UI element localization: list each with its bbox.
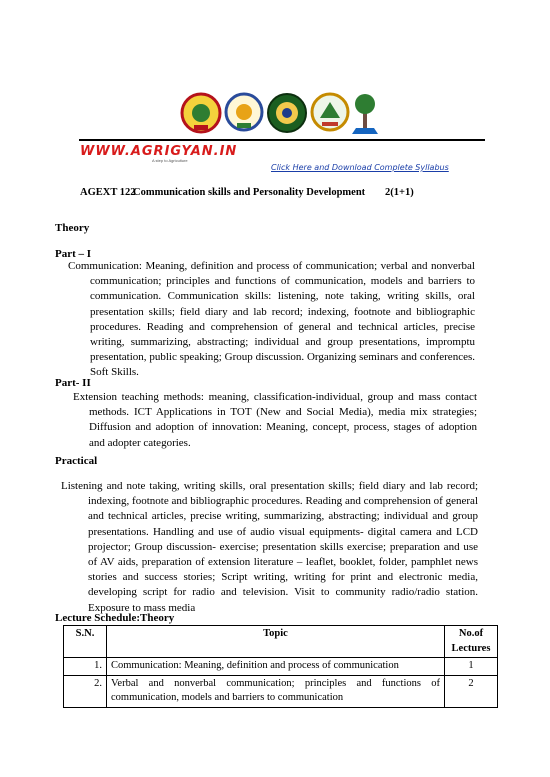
col-lectures-header: No.of Lectures [445, 626, 498, 658]
college-emblem-icon [310, 92, 350, 132]
part1-text: Communication: Meaning, definition and process of communication; verbal and nonverbal communication; principles and functions of communication, models and barriers to communication. Communication skills: listening, note taking, writing skills, oral presentation skills; field diary and lab record; indexing, footnote and bibliographic procedures. Reading and comprehension of general and technical articles, precise writing, summarizing, abstracting; individual and group presentations, impromptu presentation, public speaking; Group discussion. Organizing seminars and conferences. Soft Skills. [68, 260, 475, 379]
table-header-row [64, 626, 498, 658]
row-sn: 1. [64, 658, 107, 676]
row-topic: Verbal and nonverbal communication; principles and functions of communication, models and barriers to communication [107, 675, 445, 707]
table-row [64, 675, 498, 707]
header-rule [79, 139, 485, 141]
lecture-schedule-table [63, 625, 498, 708]
part1-heading: Part – I [55, 248, 92, 260]
table-row [64, 658, 498, 676]
logo-strip [176, 92, 376, 142]
theory-heading: Theory [55, 222, 90, 234]
agriculture-seal-icon [266, 92, 308, 134]
tree-emblem-icon [352, 92, 378, 136]
part2-text: Extension teaching methods: meaning, classification-individual, group and mass contact methods. ICT Applications in TOT (New and Social Media), media mix strategies; Diffusion and adoption of innovation: Meaning, concept, process, stages of adoption and adopter categories. [73, 391, 477, 449]
part2-heading: Part- II [55, 377, 91, 389]
col-sn-header: S.N. [64, 626, 107, 658]
row-lectures: 1 [445, 658, 498, 676]
course-code: AGEXT 122 [80, 187, 136, 198]
university-emblem-icon [180, 92, 222, 134]
icar-emblem-icon [224, 92, 264, 132]
row-sn: 2. [64, 675, 107, 707]
practical-heading: Practical [55, 455, 98, 467]
practical-text: Listening and note taking, writing skills, oral presentation skills; field diary and lab record; indexing, footnote and bibliographic procedures. Reading and comprehension of general and technical articles, precise writing, summarizing, abstracting; individual and group presentations. Handling and use of audio visual equipments- digital camera and LCD projector; Group discussion- exercise; presentation skills exercise; preparation and use of AV aids, preparation of extension literature – leaflet, booklet, folder, pamphlet news stories and success stories; Script writing, writing for print and electronic media, developing script for radio and television. Visit to community radio/radio station. Exposure to mass media [61, 480, 478, 614]
course-credits: 2(1+1) [385, 187, 414, 198]
course-title: Communication skills and Personality Development [133, 187, 366, 198]
download-syllabus-link[interactable]: Click Here and Download Complete Syllabus [271, 163, 449, 172]
site-tagline: A step to Agriculture [152, 158, 188, 163]
schedule-heading: Lecture Schedule:Theory [55, 612, 175, 624]
col-topic-header: Topic [107, 626, 445, 658]
row-lectures: 2 [445, 675, 498, 707]
site-logo-text[interactable]: WWW.AGRIGYAN.IN [80, 144, 238, 159]
row-topic: Communication: Meaning, definition and process of communication [107, 658, 445, 676]
